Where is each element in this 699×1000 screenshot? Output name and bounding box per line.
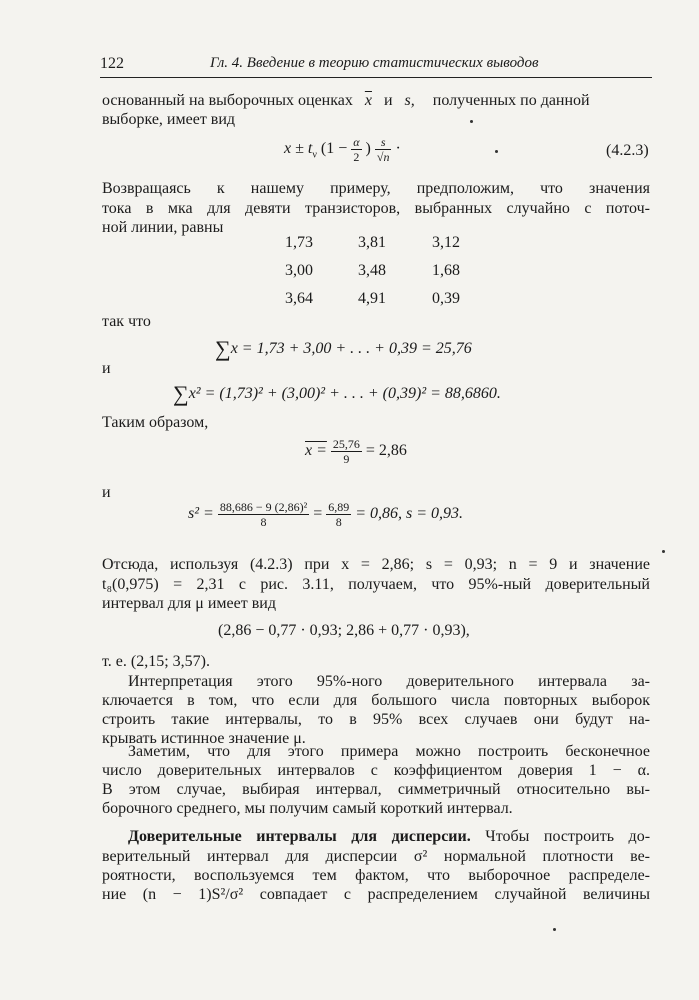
text-line: Интерпретация этого 95%-ного доверительного интервала за-: [128, 673, 650, 690]
text-fragment: Чтобы построить до-: [485, 828, 651, 845]
fraction-numerator: 25,76: [332, 437, 360, 451]
table-cell: 3,12: [432, 234, 460, 251]
text-line: ние (n − 1)S²/σ² совпадает с распределением случайной величины: [102, 886, 650, 903]
equation-variance: [188, 500, 463, 529]
math-expr: s² =: [188, 505, 214, 523]
math-expr: (1 −: [320, 140, 348, 158]
fraction: [331, 437, 362, 466]
math-expr: x = 1,73 + 3,00 + . . . + 0,39 = 25,76: [230, 340, 472, 357]
fraction-denominator: √n: [376, 150, 390, 164]
fraction-numerator: 6,89: [328, 500, 350, 514]
text-line: крывать истинное значение μ.: [102, 730, 306, 747]
text-line: ключается в том, что если для большого числа повторных выборок: [102, 692, 650, 709]
math-expr: = 0,86, s = 0,93.: [355, 505, 464, 523]
scan-speck: [495, 150, 498, 153]
fraction-denominator: 8: [260, 515, 267, 529]
math-subscript: ν: [312, 149, 317, 161]
text-line: Таким образом,: [102, 414, 209, 431]
header-rule: [100, 77, 652, 78]
text-line: тока в мка для девяти транзисторов, выбранных случайно с поточ-: [102, 200, 650, 217]
table-cell: 3,48: [358, 262, 386, 279]
text-line: Заметим, что для этого примера можно построить бесконечное: [128, 743, 650, 760]
math-expr: ·: [395, 140, 401, 158]
fraction-numerator: α: [353, 135, 360, 149]
fraction-numerator: 88,686 − 9 (2,86)²: [219, 500, 308, 514]
text-line: число доверительных интервалов с коэффициентом доверия 1 − α.: [102, 762, 650, 779]
table-cell: 0,39: [432, 290, 460, 307]
text-line: так что: [102, 313, 151, 330]
fraction: [218, 500, 309, 529]
text-line: и: [102, 484, 111, 501]
fraction: [326, 500, 351, 529]
math-expr: x² = (1,73)² + (3,00)² + . . . + (0,39)² = 88,6860.: [188, 385, 501, 402]
text-fragment: полученных по данной: [432, 92, 590, 109]
text-line: [102, 92, 590, 110]
math-expr: =: [313, 505, 323, 523]
text-line: верительный интервал для дисперсии σ² нормальной плотности ве-: [102, 848, 650, 865]
math-expr: ): [365, 140, 371, 158]
scan-speck: [662, 550, 665, 553]
text-fragment: основанный на выборочных оценках: [102, 92, 353, 109]
text-line: Отсюда, используя (4.2.3) при x = 2,86; s = 0,93; n = 9 и значение: [102, 556, 650, 573]
text-line: t₈(0,975) = 2,31 с рис. 3.11, получаем, что 95%-ный доверительный: [102, 576, 650, 593]
math-expr: = 2,86: [365, 442, 407, 460]
fraction-numerator: s: [375, 135, 392, 150]
table-cell: 3,81: [358, 234, 386, 251]
section-heading: Доверительные интервалы для дисперсии.: [128, 828, 471, 845]
text-line: [128, 828, 650, 846]
table-cell: 3,64: [285, 290, 313, 307]
equation-sum-x: [215, 336, 472, 362]
math-symbol: $\overline{x}$: [364, 92, 372, 109]
text-line: выборке, имеет вид: [102, 111, 236, 128]
text-line: строить такие интервалы, то в 95% всех случаев они будут на-: [102, 711, 650, 728]
text-line: интервал для μ имеет вид: [102, 595, 276, 612]
equation-sum-x2: [173, 381, 501, 407]
fraction-denominator: 2: [353, 150, 360, 164]
fraction-denominator: 8: [335, 515, 342, 529]
math-expr: x =: [305, 442, 327, 460]
text-line: и: [102, 360, 111, 377]
fraction: [351, 135, 361, 164]
table-cell: 1,68: [432, 262, 460, 279]
equation-mean: [305, 437, 407, 466]
scan-speck: [553, 928, 556, 931]
text-line: роятности, воспользуемся тем фактом, что выборочное распределе-: [102, 867, 650, 884]
text-line: В этом случае, выбирая интервал, симметричный относительно вы-: [102, 781, 650, 798]
text-line: ной линии, равны: [102, 219, 224, 236]
text-line: Возвращаясь к нашему примеру, предположим, что значения: [102, 180, 650, 197]
equation-ci-result: (2,86 − 0,77 · 0,93; 2,86 + 0,77 · 0,93),: [218, 622, 470, 639]
table-cell: 4,91: [358, 290, 386, 307]
equation-ci-mean: [284, 135, 401, 164]
math-symbol: s,: [404, 92, 415, 109]
running-title: Гл. 4. Введение в теорию статистических выводов: [210, 55, 539, 71]
table-cell: 1,73: [285, 234, 313, 251]
fraction-denominator: 9: [343, 452, 350, 466]
math-expr: x ± t: [284, 140, 313, 158]
text-line: борочного среднего, мы получим самый короткий интервал.: [102, 800, 513, 817]
text-line: т. е. (2,15; 3,57).: [102, 653, 210, 670]
table-cell: 3,00: [285, 262, 313, 279]
fraction: [375, 135, 392, 164]
equation-number: (4.2.3): [606, 142, 649, 159]
sum-symbol: ∑: [215, 336, 231, 361]
scan-speck: [470, 120, 473, 123]
sum-symbol: ∑: [173, 381, 189, 406]
page-number: 122: [100, 55, 124, 72]
text-fragment: и: [383, 92, 393, 109]
